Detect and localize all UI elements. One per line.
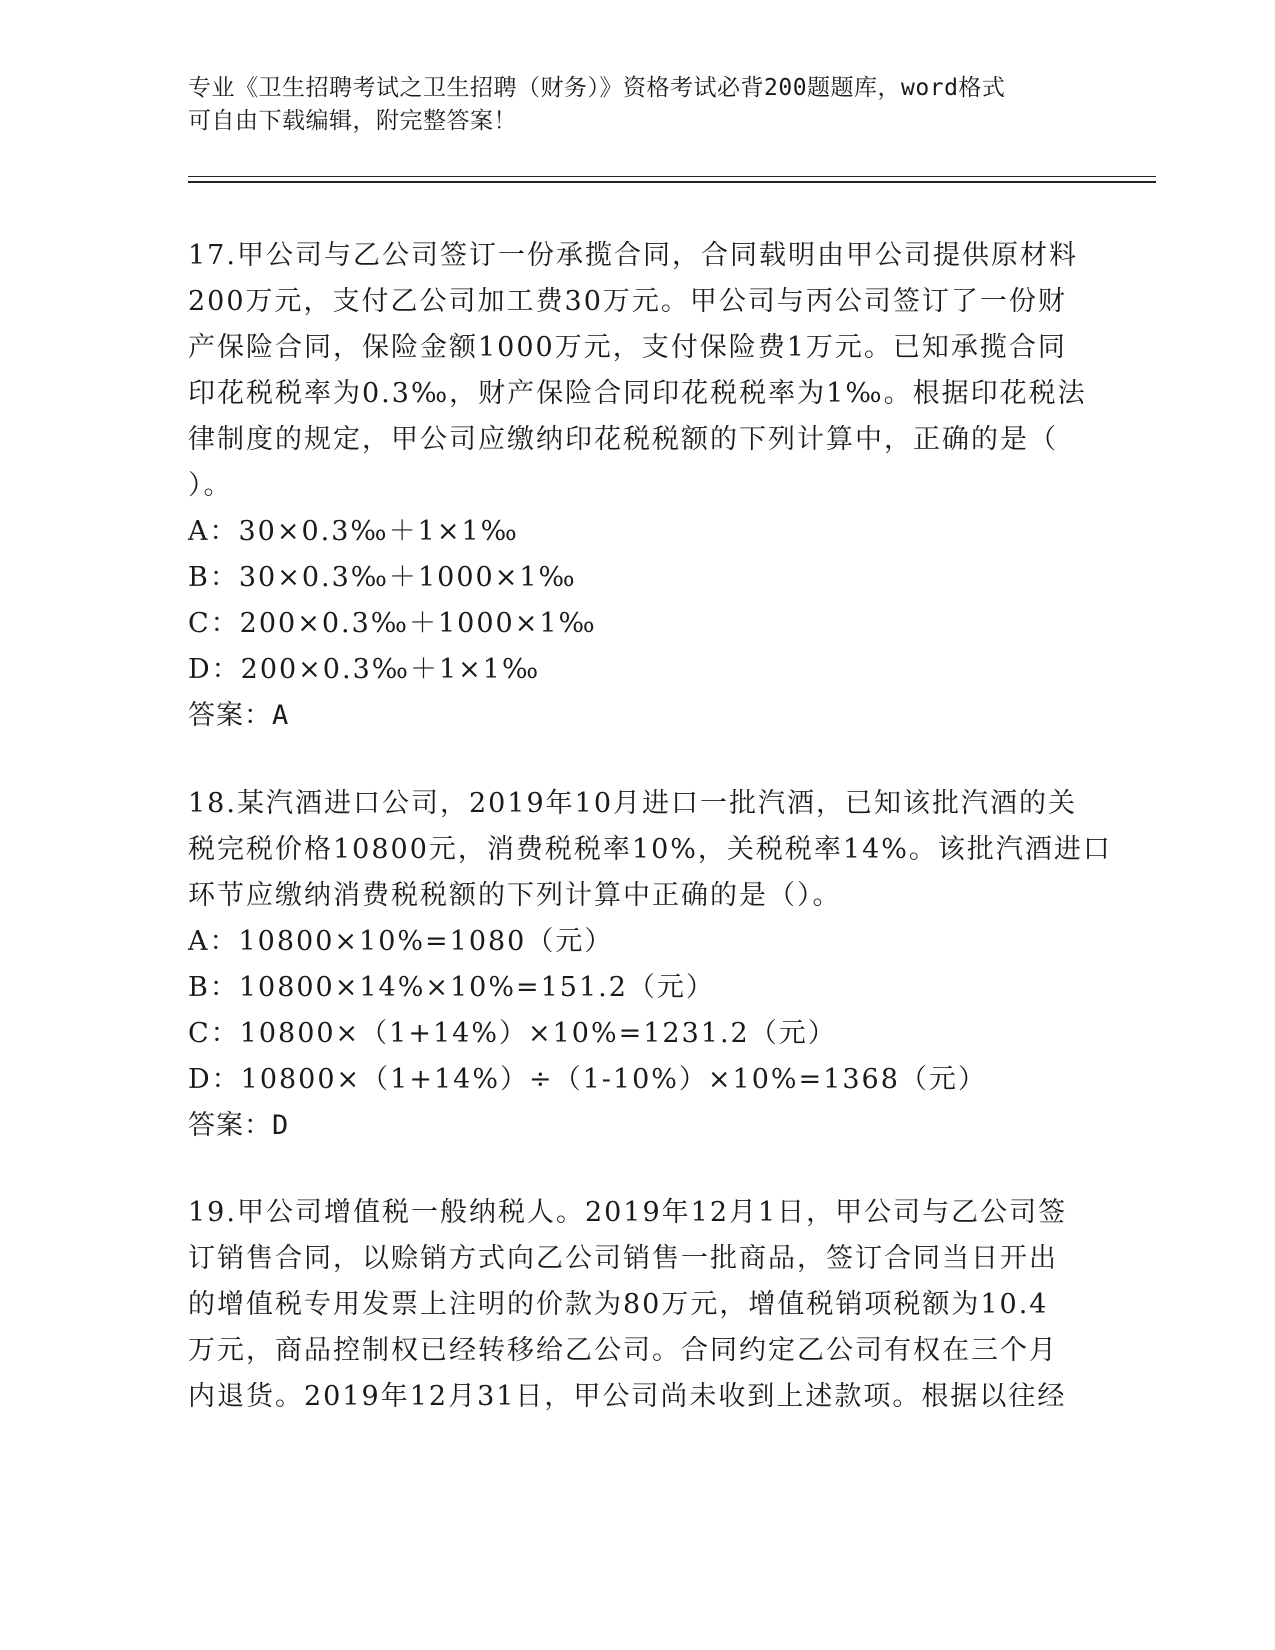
question-text-line: 的增值税专用发票上注明的价款为80万元，增值税销项税额为10.4 [188,1289,1049,1320]
question-17 [188,233,1088,739]
question-text-line: 200万元，支付乙公司加工费30万元。甲公司与丙公司签订了一份财 [188,286,1067,317]
answer-label: 答案：D [188,1110,290,1141]
option-a: A：30×0.3‰＋1×1‰ [188,516,519,547]
question-text-line: 17.甲公司与乙公司签订一份承揽合同，合同载明由甲公司提供原材料 [188,240,1078,271]
option-d: D：200×0.3‰＋1×1‰ [188,654,541,685]
question-text-line: 万元，商品控制权已经转移给乙公司。合同约定乙公司有权在三个月 [188,1335,1058,1366]
question-text-line: 产保险合同，保险金额1000万元，支付保险费1万元。已知承揽合同 [188,332,1067,363]
option-c: C：200×0.3‰＋1000×1‰ [188,608,597,639]
header-line-2: 可自由下载编辑，附完整答案！ [188,108,517,134]
question-text-line: 税完税价格10800元，消费税税率10%，关税税率14%。该批汽酒进口 [188,834,1112,865]
document-header [188,72,1068,138]
option-b: B：10800×14%×10%=151.2（元） [188,972,715,1003]
question-text-line: ）。 [188,470,233,501]
option-a: A：10800×10%=1080（元） [188,926,614,957]
question-text-line: 18.某汽酒进口公司，2019年10月进口一批汽酒，已知该批汽酒的关 [188,788,1078,819]
option-d: D：10800×（1+14%）÷（1-10%）×10%=1368（元） [188,1064,987,1095]
header-divider-thin [188,176,1156,177]
question-18 [188,781,1112,1149]
question-text-line: 律制度的规定，甲公司应缴纳印花税税额的下列计算中，正确的是（ [188,424,1058,455]
question-19 [188,1190,1088,1420]
question-text-line: 环节应缴纳消费税税额的下列计算中正确的是（）。 [188,880,842,911]
header-divider-thick [188,181,1156,183]
question-text-line: 内退货。2019年12月31日，甲公司尚未收到上述款项。根据以往经 [188,1381,1067,1412]
answer-label: 答案：A [188,700,290,731]
question-text-line: 19.甲公司增值税一般纳税人。2019年12月1日，甲公司与乙公司签 [188,1197,1068,1228]
question-text-line: 印花税税率为0.3‰，财产保险合同印花税税率为1‰。根据印花税法 [188,378,1087,409]
option-b: B：30×0.3‰＋1000×1‰ [188,562,577,593]
header-line-1: 专业《卫生招聘考试之卫生招聘（财务）》资格考试必背200题题库，word格式 [188,75,1006,101]
question-text-line: 订销售合同，以赊销方式向乙公司销售一批商品，签订合同当日开出 [188,1243,1058,1274]
option-c: C：10800×（1+14%）×10%=1231.2（元） [188,1018,837,1049]
